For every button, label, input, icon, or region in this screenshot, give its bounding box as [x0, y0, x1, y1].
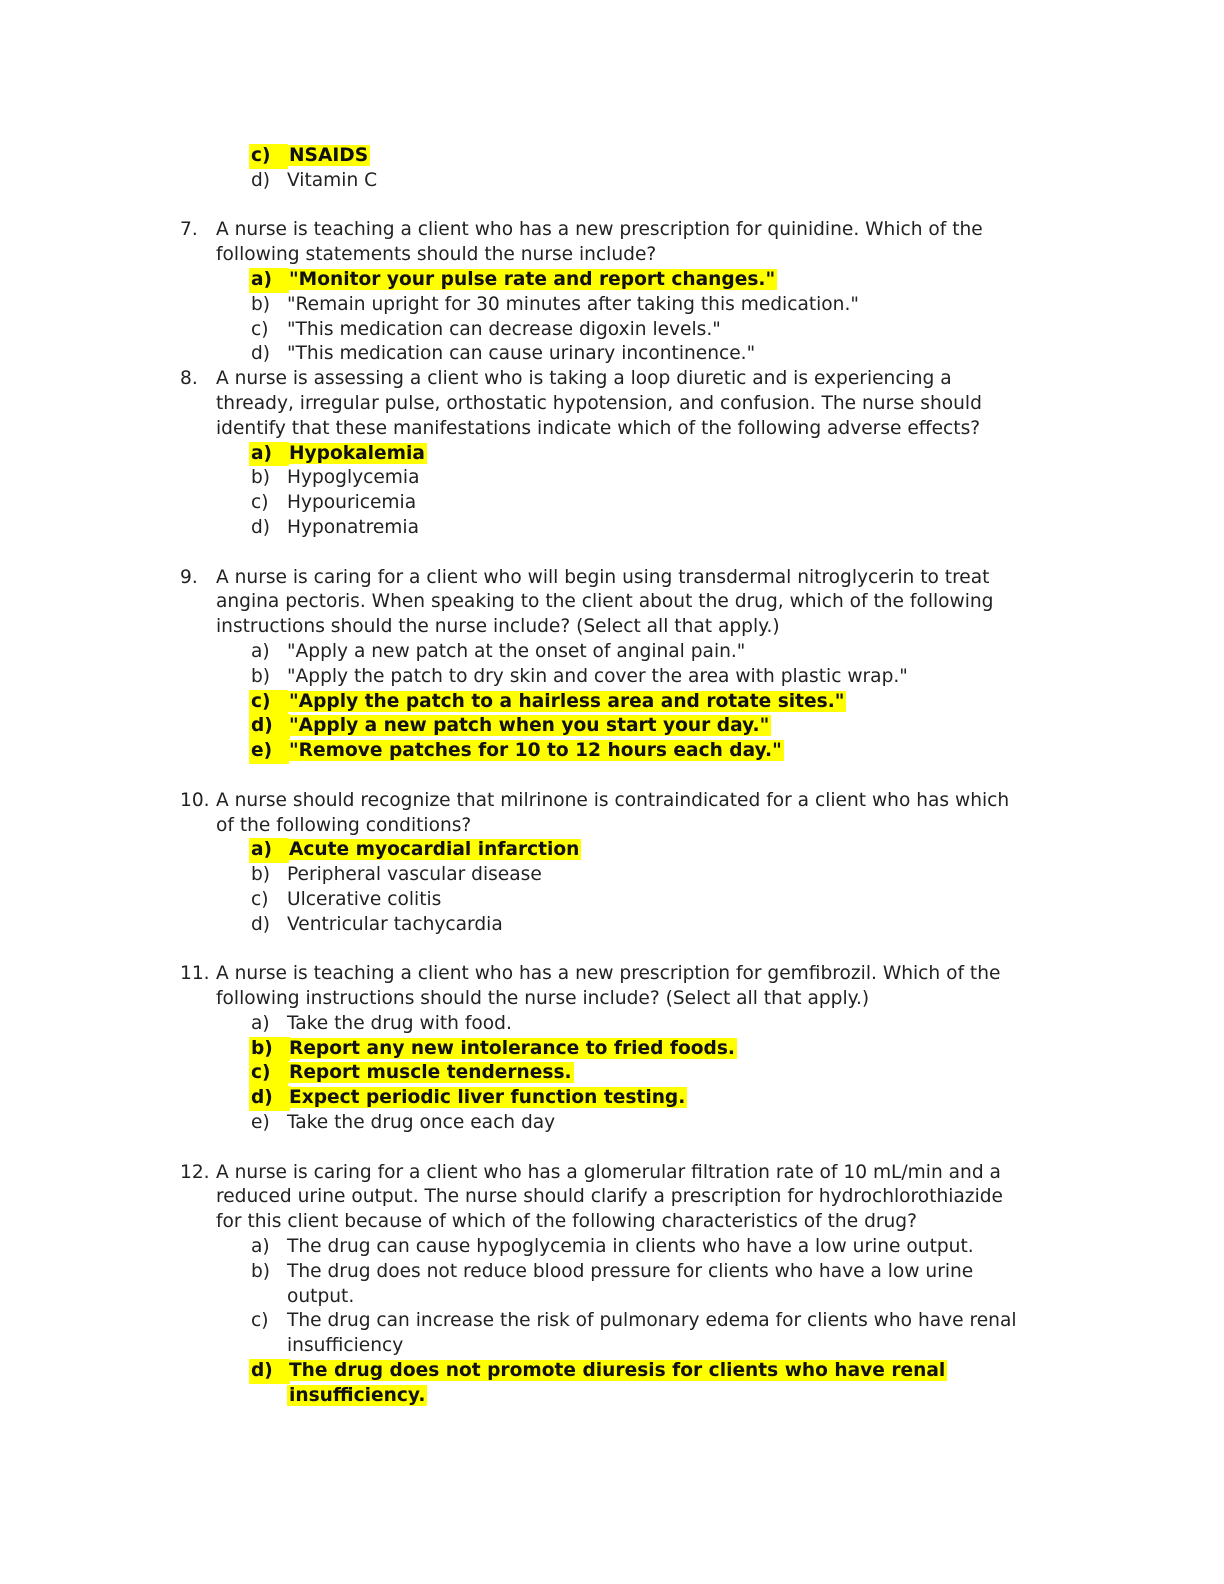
question-text: A nurse is assessing a client who is taking a loop diuretic and is experiencing a — [216, 368, 952, 390]
question-text: reduced urine output. The nurse should clarify a prescription for hydrochlorothiazide — [216, 1186, 1003, 1208]
option-label: a) — [249, 838, 289, 863]
answer-option — [0, 1111, 1224, 1136]
option-label: b) — [251, 864, 271, 886]
answer-option-correct — [0, 442, 1224, 467]
answer-option — [0, 1012, 1224, 1037]
option-label: b) — [249, 1037, 290, 1062]
option-label: c) — [249, 690, 288, 715]
option-text-content: The drug can cause hypoglycemia in clients who have a low urine output. — [287, 1236, 974, 1258]
answer-option-correct — [0, 1061, 1224, 1086]
answer-option-correct — [0, 268, 1224, 293]
answer-option — [0, 293, 1224, 318]
document-page — [0, 144, 1224, 1409]
question-line — [0, 367, 1224, 392]
question-text: following instructions should the nurse include? (Select all that apply.) — [216, 988, 870, 1010]
question-text: instructions should the nurse include? (Select all that apply.) — [216, 616, 780, 638]
option-label: b) — [251, 1260, 271, 1282]
blank-line — [0, 1136, 1224, 1161]
option-text-content: Take the drug with food. — [287, 1012, 512, 1034]
option-label: d) — [251, 343, 271, 365]
option-label: d) — [249, 1086, 290, 1111]
option-text — [287, 268, 777, 293]
option-text-content: output. — [287, 1285, 355, 1307]
blank-line — [0, 541, 1224, 566]
question-text: of the following conditions? — [216, 814, 472, 836]
option-label: d) — [251, 913, 271, 935]
option-text — [287, 863, 542, 888]
option-text — [287, 913, 503, 938]
question-number: 11. — [180, 963, 210, 985]
option-text — [287, 665, 908, 690]
option-text — [287, 1086, 687, 1111]
option-text-content: The drug can increase the risk of pulmonary edema for clients who have renal — [287, 1310, 1017, 1332]
option-text-content: Peripheral vascular disease — [287, 864, 542, 886]
option-text-content: Vitamin C — [287, 169, 378, 191]
option-text — [287, 1235, 974, 1260]
question-text: A nurse is teaching a client who has a new prescription for quinidine. Which of the — [216, 219, 983, 241]
answer-option — [0, 1334, 1224, 1359]
option-text — [287, 888, 441, 913]
blank-line — [0, 764, 1224, 789]
option-label: b) — [251, 467, 271, 489]
question-number: 12. — [180, 1161, 210, 1183]
answer-option — [0, 169, 1224, 194]
answer-option — [0, 888, 1224, 913]
option-text — [287, 1037, 737, 1062]
option-text-content: Take the drug once each day — [287, 1112, 556, 1134]
option-label: d) — [249, 714, 290, 739]
option-label: c) — [249, 144, 288, 169]
option-text-content: "Apply a new patch when you start your day." — [289, 715, 770, 737]
answer-option — [0, 318, 1224, 343]
option-text — [287, 640, 745, 665]
question-text: A nurse should recognize that milrinone is contraindicated for a client who has which — [216, 789, 1010, 811]
question-text: A nurse is caring for a client who has a glomerular filtration rate of 10 mL/min and a — [216, 1161, 1001, 1183]
answer-option-correct — [0, 144, 1224, 169]
answer-option-correct — [0, 714, 1224, 739]
question-line — [0, 615, 1224, 640]
answer-option — [0, 1235, 1224, 1260]
question-text: A nurse is caring for a client who will begin using transdermal nitroglycerin to treat — [216, 566, 990, 588]
option-label: c) — [251, 888, 269, 910]
question-number: 10. — [180, 789, 210, 811]
option-text — [287, 466, 419, 491]
option-text-content: "This medication can decrease digoxin levels." — [287, 318, 721, 340]
option-label: c) — [251, 1310, 269, 1332]
option-text — [287, 1260, 973, 1285]
option-text — [287, 293, 859, 318]
option-text — [287, 838, 581, 863]
answer-option — [0, 466, 1224, 491]
answer-option — [0, 863, 1224, 888]
option-text — [287, 491, 416, 516]
option-text-content: Ulcerative colitis — [287, 888, 442, 910]
option-text — [287, 714, 771, 739]
option-text-content: "Remain upright for 30 minutes after taking this medication." — [287, 293, 859, 315]
answer-option — [0, 1260, 1224, 1285]
answer-option — [0, 516, 1224, 541]
option-text-content: Hyponatremia — [287, 516, 419, 538]
answer-option — [0, 913, 1224, 938]
question-number: 7. — [180, 219, 198, 241]
question-line — [0, 392, 1224, 417]
question-text: identify that these manifestations indicate which of the following adverse effects? — [216, 417, 981, 439]
question-line — [0, 590, 1224, 615]
option-text-content: "Monitor your pulse rate and report changes." — [289, 268, 776, 290]
question-line — [0, 218, 1224, 243]
blank-line — [0, 938, 1224, 963]
option-text-content: The drug does not promote diuresis for clients who have renal — [289, 1360, 946, 1382]
option-text-content: "Apply a new patch at the onset of anginal pain." — [287, 640, 746, 662]
option-label: a) — [251, 640, 270, 662]
option-text — [287, 144, 370, 169]
option-text-content: Hypokalemia — [289, 442, 425, 464]
option-label: a) — [249, 268, 289, 293]
option-text-content: Acute myocardial infarction — [289, 839, 580, 861]
option-text-content: "Remove patches for 10 to 12 hours each day." — [289, 740, 782, 762]
answer-option-correct — [0, 1086, 1224, 1111]
option-label: b) — [251, 665, 271, 687]
option-label: c) — [251, 492, 269, 514]
question-line — [0, 417, 1224, 442]
option-text — [287, 1359, 947, 1384]
answer-option-correct — [0, 1037, 1224, 1062]
question-line — [0, 1185, 1224, 1210]
option-label: c) — [251, 318, 269, 340]
option-text-content: "Apply the patch to dry skin and cover the area with plastic wrap." — [287, 665, 908, 687]
option-text — [287, 516, 419, 541]
answer-option-correct — [0, 838, 1224, 863]
answer-option-correct — [0, 1359, 1224, 1384]
option-text-content: Ventricular tachycardia — [287, 913, 503, 935]
answer-option — [0, 1309, 1224, 1334]
answer-option — [0, 342, 1224, 367]
answer-option — [0, 1285, 1224, 1310]
option-text-content: Expect periodic liver function testing. — [289, 1087, 686, 1109]
option-label: a) — [251, 1236, 270, 1258]
option-text-content: insufficiency — [287, 1335, 404, 1357]
option-text — [287, 690, 846, 715]
option-text — [287, 1384, 427, 1409]
option-text — [287, 1285, 354, 1310]
question-line — [0, 243, 1224, 268]
question-text: for this client because of which of the following characteristics of the drug? — [216, 1211, 917, 1233]
option-text-content: insufficiency. — [289, 1384, 426, 1406]
question-text: A nurse is teaching a client who has a new prescription for gemfibrozil. Which of the — [216, 963, 1001, 985]
answer-option-correct — [0, 739, 1224, 764]
option-text — [287, 342, 755, 367]
option-text — [287, 1111, 555, 1136]
question-line — [0, 1161, 1224, 1186]
option-label: c) — [249, 1061, 288, 1086]
question-line — [0, 566, 1224, 591]
option-text — [287, 739, 784, 764]
option-text — [287, 318, 721, 343]
answer-option — [0, 640, 1224, 665]
question-line — [0, 1210, 1224, 1235]
option-label: e) — [249, 739, 289, 764]
question-number: 8. — [180, 368, 198, 390]
option-text-content: "This medication can cause urinary incontinence." — [287, 343, 756, 365]
option-text-content: The drug does not reduce blood pressure for clients who have a low urine — [287, 1260, 974, 1282]
question-line — [0, 814, 1224, 839]
option-text-content: Report muscle tenderness. — [289, 1062, 572, 1084]
option-text — [287, 169, 377, 194]
question-text: angina pectoris. When speaking to the client about the drug, which of the following — [216, 591, 994, 613]
option-text-content: NSAIDS — [289, 145, 369, 166]
option-label: e) — [251, 1112, 270, 1134]
question-line — [0, 962, 1224, 987]
option-text — [287, 1309, 1017, 1334]
option-label: a) — [249, 442, 289, 467]
question-text: following statements should the nurse include? — [216, 244, 657, 266]
option-text — [287, 1334, 403, 1359]
option-text-content: "Apply the patch to a hairless area and rotate sites." — [289, 690, 845, 712]
option-label: d) — [251, 516, 271, 538]
option-text-content: Hypoglycemia — [287, 467, 420, 489]
question-number: 9. — [180, 566, 198, 588]
option-label: d) — [251, 169, 271, 191]
option-text — [287, 442, 427, 467]
option-text-content: Hypouricemia — [287, 492, 417, 514]
option-text — [287, 1061, 574, 1086]
option-text — [287, 1012, 512, 1037]
answer-option — [0, 491, 1224, 516]
answer-option-correct — [0, 1384, 1224, 1409]
question-text: thready, irregular pulse, orthostatic hypotension, and confusion. The nurse should — [216, 392, 982, 414]
option-text-content: Report any new intolerance to fried foods. — [289, 1037, 735, 1059]
question-line — [0, 789, 1224, 814]
question-line — [0, 987, 1224, 1012]
option-label: d) — [249, 1359, 290, 1384]
blank-line — [0, 194, 1224, 219]
answer-option — [0, 665, 1224, 690]
option-label: b) — [251, 293, 271, 315]
option-label: a) — [251, 1012, 270, 1034]
answer-option-correct — [0, 690, 1224, 715]
